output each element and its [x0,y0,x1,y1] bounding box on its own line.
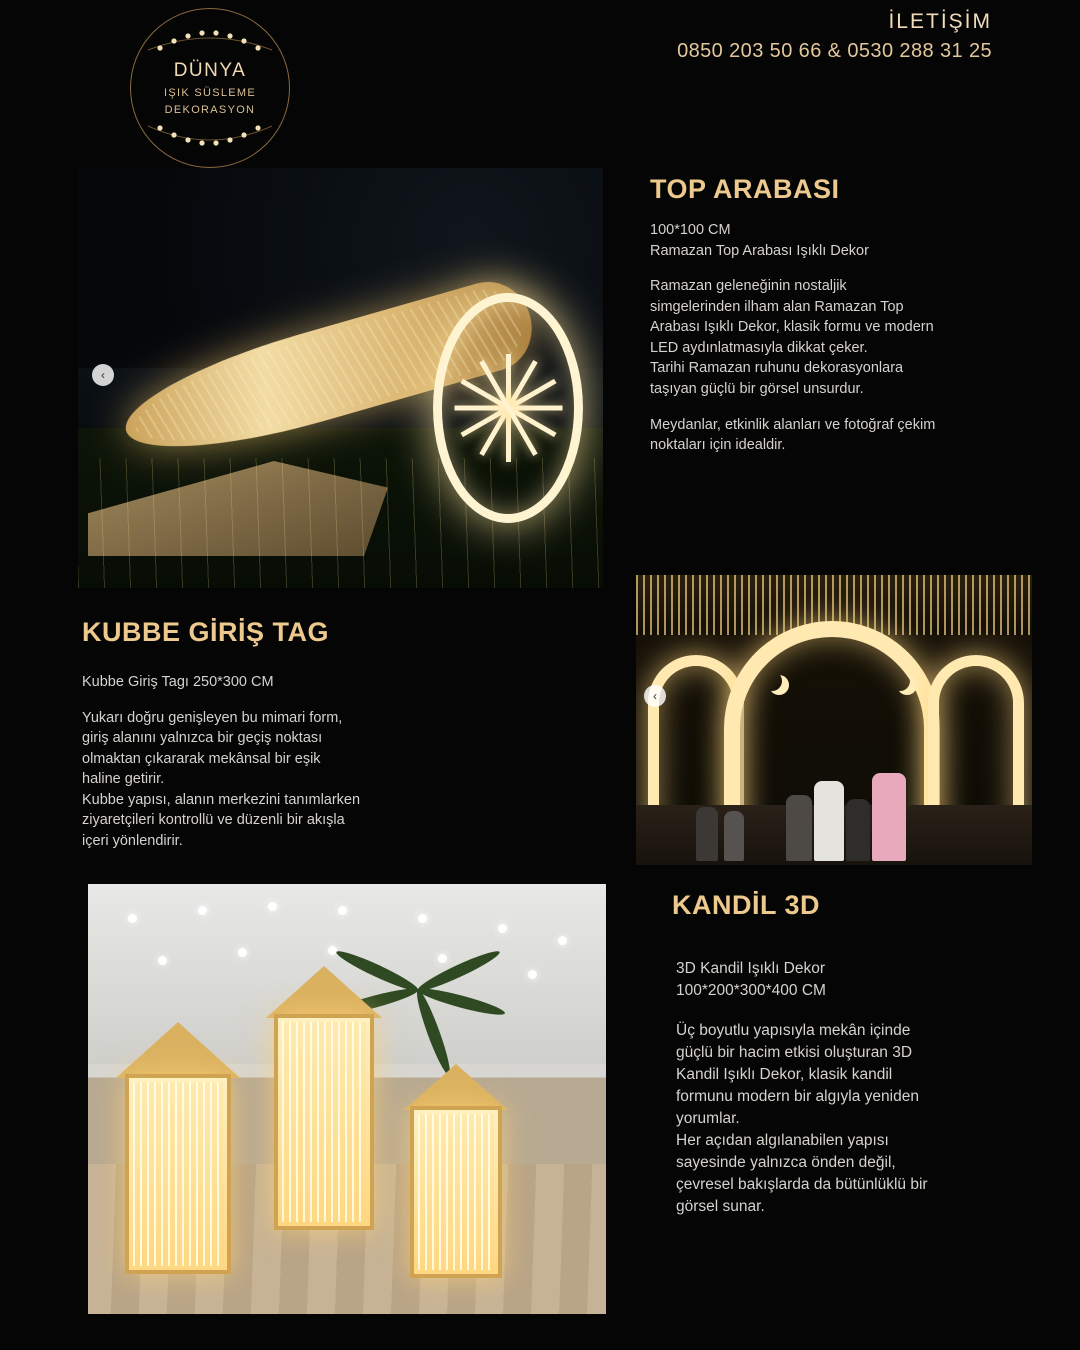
crescent-moon-icon [890,671,910,691]
kubbe-paragraph-2: Kubbe yapısı, alanın merkezini tanımlarken ziyaretçileri kontrollü ve düzenli bir akışla içeri yönlendirir. [82,791,361,850]
section-body-kubbe [82,672,362,852]
logo-title: DÜNYA [173,60,247,81]
crescent-moon-icon [762,671,782,691]
contact-phone-numbers[interactable]: 0850 203 50 66 & 0530 288 31 25 [677,40,992,62]
top-paragraph-1: Ramazan geleneğinin nostaljik simgelerinden ilham alan Ramazan Top Arabası Işıklı Dekor, klasik formu ve modern LED aydınlatmasıyla dikkat çeker. [650,278,934,356]
image-kubbe-giris-tag [636,575,1032,865]
logo-text-block [130,60,290,116]
kandil-dimensions: 100*200*300*400 CM [676,982,826,999]
carousel-prev-icon[interactable]: ‹ [644,685,666,707]
section-title-kubbe: KUBBE GİRİŞ TAG [82,617,330,647]
contact-block [677,10,992,63]
brand-logo [130,8,290,168]
section-body-top-arabasi [650,220,940,456]
kandil-subtitle: 3D Kandil Işıklı Dekor [676,960,826,977]
image-top-arabasi [78,168,603,588]
image-kandil-3d [88,884,606,1314]
top-dimensions: 100*100 CM [650,222,731,238]
top-paragraph-2: Tarihi Ramazan ruhunu dekorasyonlara taşıyan güçlü bir görsel unsurdur. [650,360,904,398]
top-subtitle: Ramazan Top Arabası Işıklı Dekor [650,242,869,259]
section-title-top-arabasi: TOP ARABASI [650,174,840,204]
section-body-kandil [676,958,946,1218]
kubbe-subtitle: Kubbe Giriş Tagı 250*300 CM [82,674,274,690]
arch-visitors [636,755,1032,865]
kandil-paragraph-2: Her açıdan algılanabilen yapısı sayesinde yalnızca önden değil, çevresel bakışlarda da bütünlüklü bir görsel sunar. [676,1132,928,1215]
top-paragraph-3: Meydanlar, etkinlik alanları ve fotoğraf çekim noktaları için idealdir. [650,416,936,454]
logo-subtitle-1: IŞIK SÜSLEME [163,87,256,99]
logo-subtitle-2: DEKORASYON [164,104,256,116]
kandil-paragraph-1: Üç boyutlu yapısıyla mekân içinde güçlü bir hacim etkisi oluşturan 3D Kandil Işıklı Dekor, klasik kandil formunu modern bir algıyla yeniden yorumlar. [676,1022,919,1127]
section-title-kandil: KANDİL 3D [672,890,821,920]
contact-label: İLETİŞİM [888,10,992,33]
cannon-ground-lights [78,458,603,588]
carousel-prev-icon[interactable]: ‹ [92,364,114,386]
kubbe-paragraph-1: Yukarı doğru genişleyen bu mimari form, giriş alanını yalnızca bir geçiş noktası olmaktan çıkararak mekânsal bir eşik haline getirir. [82,709,343,788]
